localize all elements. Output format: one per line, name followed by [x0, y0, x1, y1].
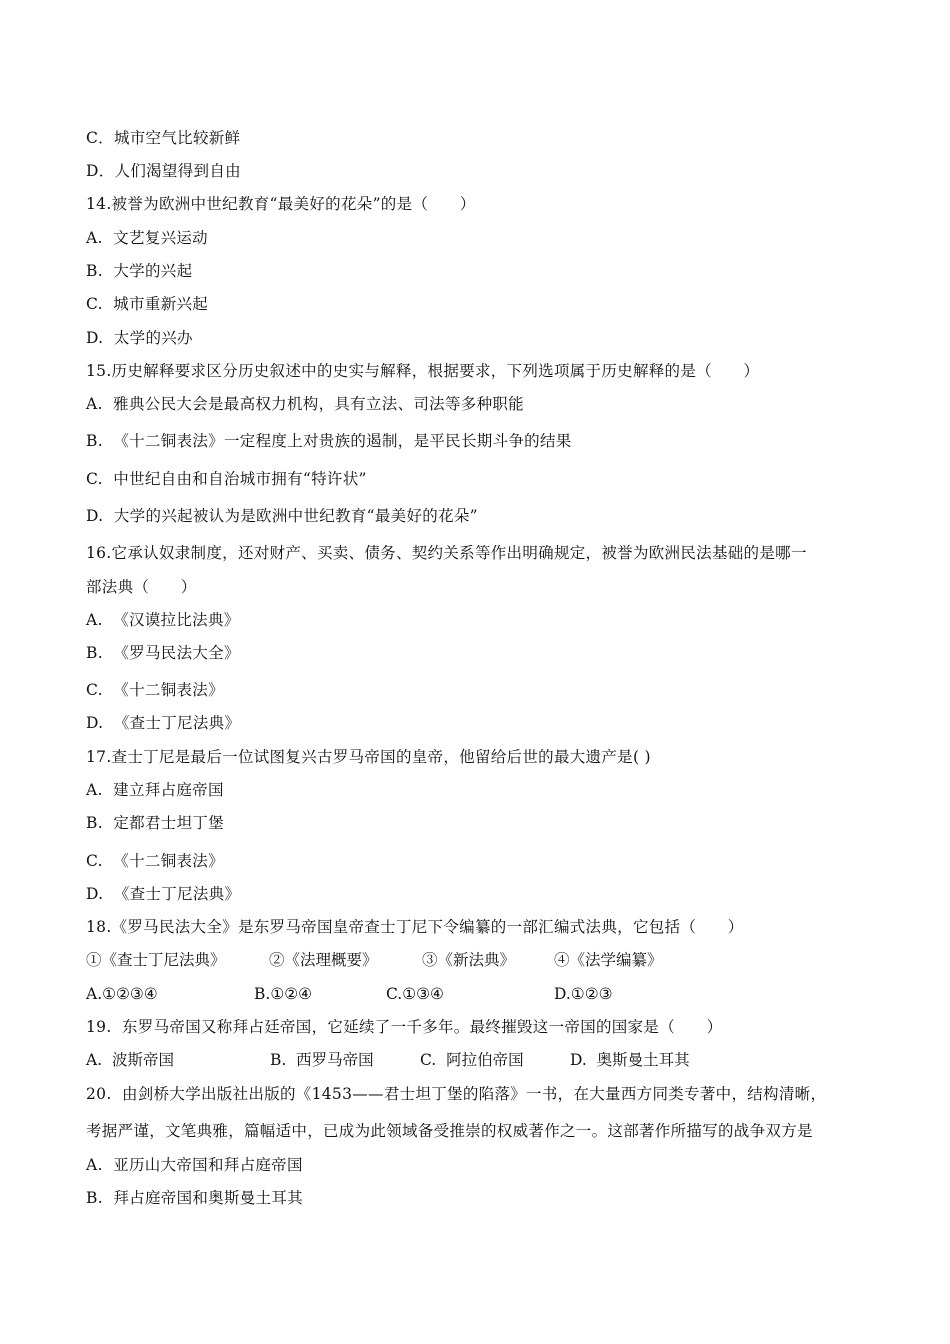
- q16-stem-line2: 部法典（ ）: [86, 578, 197, 596]
- q18-option: A.①②③④: [86, 985, 158, 1003]
- q19-option: B. 西罗马帝国: [270, 1051, 374, 1069]
- q19-option: C. 阿拉伯帝国: [420, 1051, 524, 1069]
- q20-option-a: A. 亚历山大帝国和拜占庭帝国: [86, 1156, 303, 1174]
- q18-option: D.①②③: [554, 985, 613, 1003]
- q14-option-d: D. 太学的兴办: [86, 329, 193, 347]
- q18-item: ④《法学编纂》: [554, 951, 663, 969]
- q19-stem: 19. 东罗马帝国又称拜占廷帝国，它延续了一千多年。最终摧毁这一帝国的国家是（ ）: [86, 1018, 723, 1036]
- q20-stem-line2: 考据严谨，文笔典雅，篇幅适中，已成为此领域备受推崇的权威著作之一。这部著作所描写的战争双方是: [86, 1122, 813, 1140]
- q15-option-b: B. 《十二铜表法》一定程度上对贵族的遏制，是平民长期斗争的结果: [86, 432, 572, 450]
- q18-item: ①《查士丁尼法典》: [86, 951, 226, 969]
- q15-option-a: A. 雅典公民大会是最高权力机构，具有立法、司法等多种职能: [86, 395, 524, 413]
- q14-option-a: A. 文艺复兴运动: [86, 229, 208, 247]
- q15-option-c: C. 中世纪自由和自治城市拥有“特许状”: [86, 470, 367, 488]
- q18-item: ③《新法典》: [422, 951, 516, 969]
- q17-stem: 17.查士丁尼是最后一位试图复兴古罗马帝国的皇帝，他留给后世的最大遗产是( ): [86, 748, 651, 766]
- q16-option-d: D. 《查士丁尼法典》: [86, 714, 241, 732]
- q17-option-b: B. 定都君士坦丁堡: [86, 814, 224, 832]
- q17-option-c: C. 《十二铜表法》: [86, 852, 224, 870]
- q16-option-c: C. 《十二铜表法》: [86, 681, 224, 699]
- q13-option-d: D．人们渴望得到自由: [86, 162, 241, 180]
- q20-option-b: B. 拜占庭帝国和奥斯曼土耳其: [86, 1189, 303, 1207]
- q17-option-d: D. 《查士丁尼法典》: [86, 885, 241, 903]
- q13-option-c: C．城市空气比较新鲜: [86, 129, 241, 147]
- q18-stem: 18.《罗马民法大全》是东罗马帝国皇帝查士丁尼下令编纂的一部汇编式法典，它包括（ ）: [86, 918, 744, 936]
- q20-stem-line1: 20. 由剑桥大学出版社出版的《1453——君士坦丁堡的陷落》一书，在大量西方同类专著中，结构清晰，: [86, 1085, 827, 1103]
- q15-stem: 15.历史解释要求区分历史叙述中的史实与解释，根据要求，下列选项属于历史解释的是（ ）: [86, 362, 760, 380]
- q15-option-d: D. 大学的兴起被认为是欧洲中世纪教育“最美好的花朵”: [86, 507, 478, 525]
- q18-option: C.①③④: [386, 985, 444, 1003]
- q19-option: D. 奥斯曼土耳其: [570, 1051, 690, 1069]
- q14-option-c: C. 城市重新兴起: [86, 295, 209, 313]
- q18-option: B.①②④: [254, 985, 313, 1003]
- q19-option: A. 波斯帝国: [86, 1051, 174, 1069]
- q18-item: ②《法理概要》: [269, 951, 378, 969]
- q16-option-a: A. 《汉谟拉比法典》: [86, 611, 240, 629]
- q16-stem-line1: 16.它承认奴隶制度，还对财产、买卖、债务、契约关系等作出明确规定，被誉为欧洲民法基础的是哪一: [86, 544, 807, 562]
- q14-stem: 14.被誉为欧洲中世纪教育“最美好的花朵”的是（ ）: [86, 195, 476, 213]
- q16-option-b: B. 《罗马民法大全》: [86, 644, 240, 662]
- q17-option-a: A. 建立拜占庭帝国: [86, 781, 224, 799]
- q14-option-b: B. 大学的兴起: [86, 262, 193, 280]
